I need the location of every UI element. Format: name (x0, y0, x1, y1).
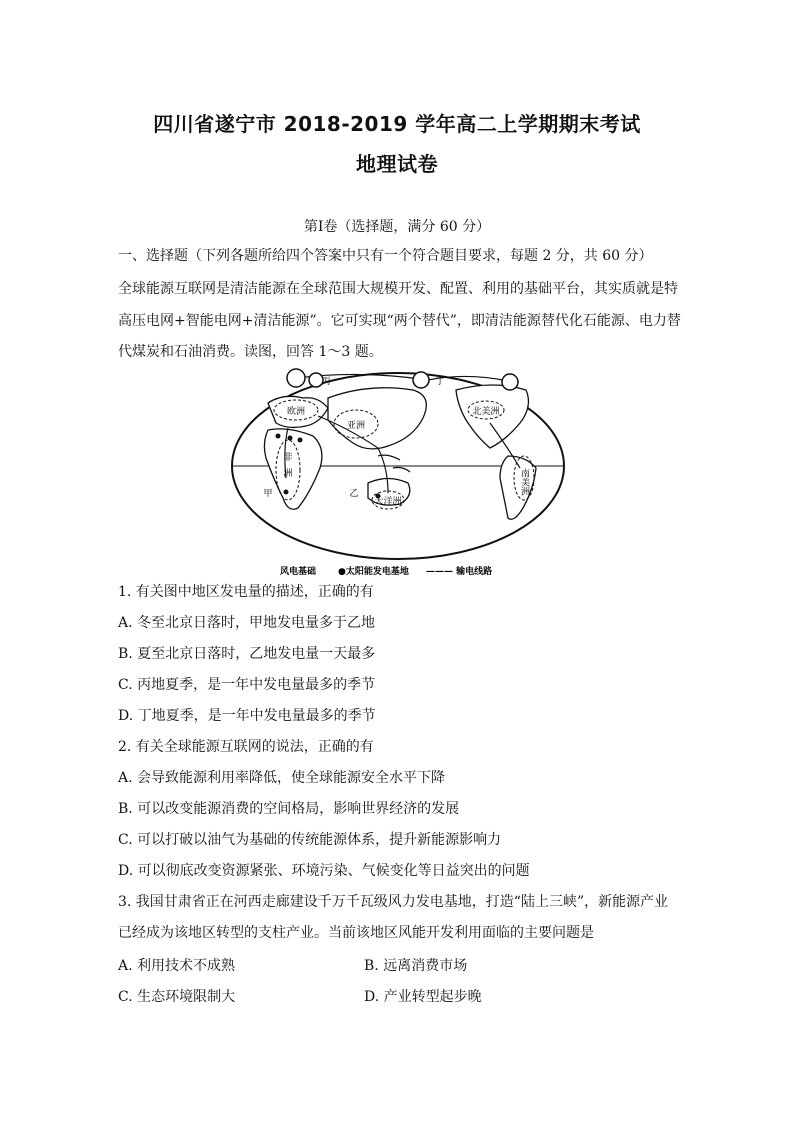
label-north-america: 北美洲 (472, 407, 500, 417)
question-1-option-b: B. 夏至北京日落时，乙地发电量一天最多 (118, 646, 376, 662)
legend-wind: 风电基础 (280, 567, 317, 577)
label-africa-2: 洲 (283, 469, 293, 479)
passage-line-2: 高压电网+智能电网+清洁能源”。它可实现“两个替代”，即清洁能源替代化石能源、电力替 (118, 313, 681, 329)
passage-line-1: 全球能源互联网是清洁能源在全球范围大规模开发、配置、利用的基础平台，其实质就是特 (118, 281, 678, 297)
legend-solar: ●太阳能发电基地 (338, 567, 409, 577)
exam-title: 四川省遂宁市 2018-2019 学年高二上学期期末考试 (153, 112, 641, 136)
question-1-option-c: C. 丙地夏季，是一年中发电量最多的季节 (118, 677, 376, 693)
label-asia: 亚洲 (346, 421, 366, 431)
label-oceania: 大洋洲 (374, 497, 402, 507)
question-2-option-b: B. 可以改变能源消费的空间格局，影响世界经济的发展 (118, 801, 460, 817)
africa-shape (264, 429, 321, 509)
question-3-option-d: D. 产业转型起步晚 (364, 989, 482, 1005)
question-3-stem-line-2: 已经成为该地区转型的支柱产业。当前该地区风能开发利用面临的主要问题是 (118, 925, 594, 941)
question-3-option-b: B. 远离消费市场 (364, 958, 468, 974)
wind-base-icon (502, 374, 518, 390)
islands-shape (378, 455, 410, 472)
question-2-stem: 2. 有关全球能源互联网的说法，正确的有 (118, 739, 374, 755)
question-2-option-d: D. 可以彻底改变资源紧张、环境污染、气候变化等日益突出的问题 (118, 863, 530, 879)
question-1-option-d: D. 丁地夏季，是一年中发电量最多的季节 (118, 708, 376, 724)
label-europe: 欧洲 (286, 407, 306, 417)
solar-base-icon (284, 490, 289, 495)
question-3-stem-line-1: 3. 我国甘肃省正在河西走廊建设千万千瓦级风力发电基地，打造“陆上三峡”，新能源产业 (118, 894, 669, 910)
map-svg (228, 368, 568, 580)
question-2-option-a: A. 会导致能源利用率降低，使全球能源安全水平下降 (118, 770, 446, 786)
exam-subtitle: 地理试卷 (356, 152, 438, 176)
solar-base-icon (298, 438, 303, 443)
question-1-stem: 1. 有关图中地区发电量的描述，正确的有 (118, 584, 374, 600)
question-3-option-c: C. 生态环境限制大 (118, 989, 236, 1005)
legend-line: ——— 输电线路 (426, 567, 493, 577)
label-bing: 丙 (321, 377, 331, 387)
wind-base-icon (413, 372, 429, 388)
question-3-option-a: A. 利用技术不成熟 (118, 958, 236, 974)
section-heading: 第Ⅰ卷（选择题，满分 60 分） (303, 219, 491, 235)
question-1-option-a: A. 冬至北京日落时，甲地发电量多于乙地 (118, 615, 376, 631)
label-south-america: 南美洲 (519, 468, 529, 496)
solar-base-icon (288, 436, 293, 441)
world-energy-map (228, 368, 568, 580)
question-2-option-c: C. 可以打破以油气为基础的传统能源体系，提升新能源影响力 (118, 832, 502, 848)
solar-base-icon (276, 434, 281, 439)
label-jia: 甲 (263, 489, 273, 499)
wind-base-icon (287, 369, 305, 387)
passage-line-3: 代煤炭和石油消费。读图，回答 1～3 题。 (118, 344, 383, 360)
label-yi: 乙 (349, 489, 359, 499)
section-instruction: 一、选择题（下列各题所给四个答案中只有一个符合题目要求，每题 2 分，共 60 分） (118, 248, 653, 264)
asia-shape (328, 388, 426, 449)
label-ding: 丁 (435, 377, 445, 387)
label-africa-1: 非 (283, 453, 293, 463)
